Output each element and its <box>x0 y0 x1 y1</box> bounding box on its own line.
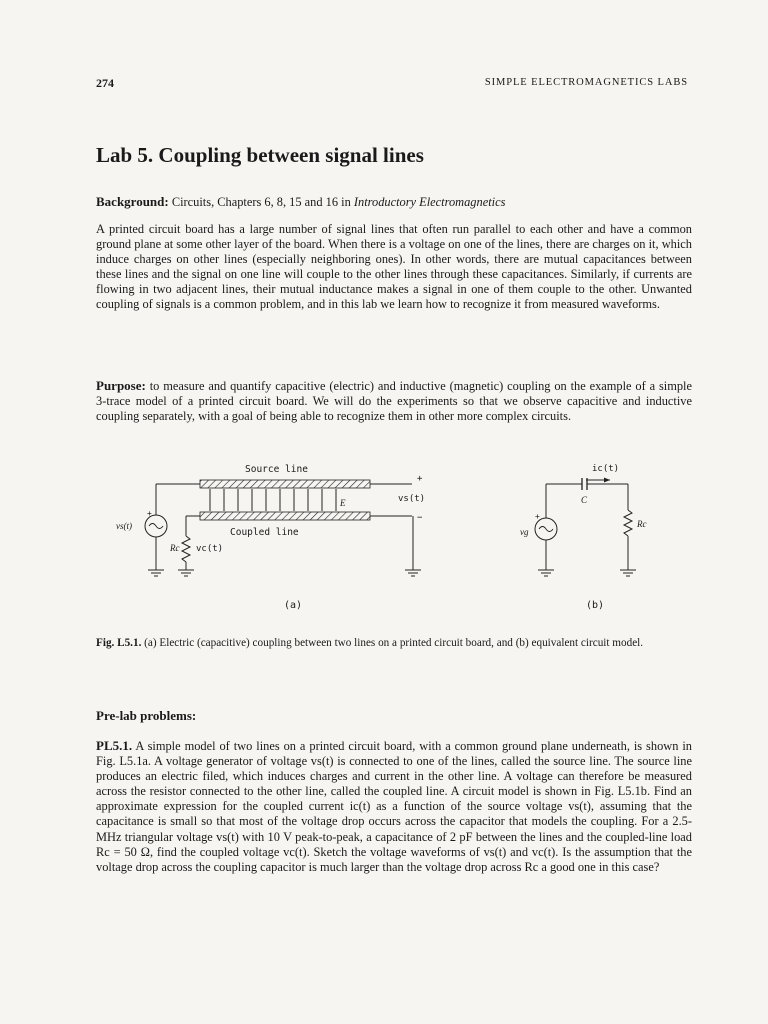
panel-a-diagram <box>116 464 425 611</box>
source-plus: + <box>417 474 423 484</box>
figure-diagram <box>110 458 670 618</box>
purpose-paragraph <box>96 378 692 424</box>
ground-symbol-b-right <box>620 570 636 576</box>
electric-field-lines <box>210 489 336 511</box>
generator-label-b: vg <box>520 527 529 537</box>
panel-a-label: (a) <box>284 600 303 611</box>
problem-pl5-1 <box>96 738 692 875</box>
coupled-current-label: ic(t) <box>592 464 620 474</box>
source-voltage-label: vs(t) <box>398 494 426 504</box>
generator-plus-b: + <box>535 512 540 521</box>
load-resistor-label-a: Rc <box>170 543 180 553</box>
purpose-label: Purpose: <box>96 378 146 393</box>
ground-symbol-b-left <box>538 570 554 576</box>
panel-b-diagram <box>520 464 647 611</box>
load-voltage-label: vc(t) <box>196 544 224 554</box>
ground-symbol-generator <box>148 570 164 576</box>
lab-title: Lab 5. Coupling between signal lines <box>96 143 424 167</box>
load-resistor-b <box>624 510 632 536</box>
figure-l5-1 <box>110 458 670 623</box>
prelab-heading: Pre-lab problems: <box>96 708 197 723</box>
figure-caption <box>96 636 692 650</box>
background-label: Background: <box>96 194 169 209</box>
source-line-label: Source line <box>245 464 308 475</box>
ground-symbol-source <box>405 570 421 576</box>
load-resistor-a <box>182 536 190 562</box>
field-label-e: E <box>340 498 346 508</box>
panel-b-label: (b) <box>586 600 605 611</box>
problem-text: A simple model of two lines on a printed circuit board, with a common ground plane underneath, is shown in Fig. L5.1a. A voltage generator of voltage vs(t) is connected to one of the lines, called the source line. The source line produces an electric filed, which induces charges and current in the other line. A voltage can therefore be measured across the resistor connected to the other line, called the coupled line. A circuit model is shown in Fig. L5.1b. Find an approximate expression for the coupled current ic(t) as a function of the source voltage vs(t), assuming that the capacitance is small so that most of the voltage drop occurs across the capacitor that models the coupling. For a 2.5-MHz triangular voltage vs(t) with 10 V peak-to-peak, a capacitance of 2 pF between the lines and the coupled-line load Rc = 50 Ω, find the coupled voltage vc(t). Sketch the voltage waveforms of vs(t) and vc(t). Is the assumption that the voltage drop across the coupling capacitor is much larger than the voltage drop across Rc a good one in this case? <box>96 739 692 874</box>
figure-caption-text: (a) Electric (capacitive) coupling between two lines on a printed circuit board, and (b) equivalent circuit model. <box>141 637 644 650</box>
capacitor-label: C <box>581 495 588 505</box>
background-line <box>96 194 692 210</box>
generator-voltage-label: vs(t) <box>116 521 132 531</box>
problem-label: PL5.1. <box>96 738 133 753</box>
ground-symbol-load <box>178 570 194 576</box>
coupled-line-trace <box>200 512 370 520</box>
figure-caption-label: Fig. L5.1. <box>96 637 142 650</box>
background-text: Circuits, Chapters 6, 8, 15 and 16 in <box>168 195 354 209</box>
load-resistor-label-b: Rc <box>637 519 647 529</box>
running-header: SIMPLE ELECTROMAGNETICS LABS <box>484 77 688 88</box>
page-number: 274 <box>96 76 114 90</box>
intro-paragraph: A printed circuit board has a large number of signal lines that often run parallel to each other and have a common ground plane at some other layer of the board. When there is a voltage on one of the lines, there are charges on it, which induce charges on other lines (especially neighboring ones). In other words, there are mutual capacitances between these lines and the signal on one line will couple to the other lines through these capacitances. Similarly, if currents are flowing in two adjacent lines, their mutual inductance makes a signal in one of them couple to the other. Unwanted coupling of signals is a common problem, and in this lab we learn how to recognize it from measured waveforms. <box>96 222 692 312</box>
background-book-title: Introductory Electromagnetics <box>353 195 506 209</box>
generator-plus-a: + <box>147 509 152 518</box>
source-line-trace <box>200 480 370 488</box>
purpose-text: to measure and quantify capacitive (electric) and inductive (magnetic) coupling on the example of a simple 3-trace model of a printed circuit board. We will do the experiments so that we observe capacitive and inductive coupling separately, with a goal of being able to recognize them in other more complex circuits. <box>96 379 692 424</box>
source-minus: − <box>417 513 423 523</box>
coupled-line-label: Coupled line <box>230 527 299 538</box>
